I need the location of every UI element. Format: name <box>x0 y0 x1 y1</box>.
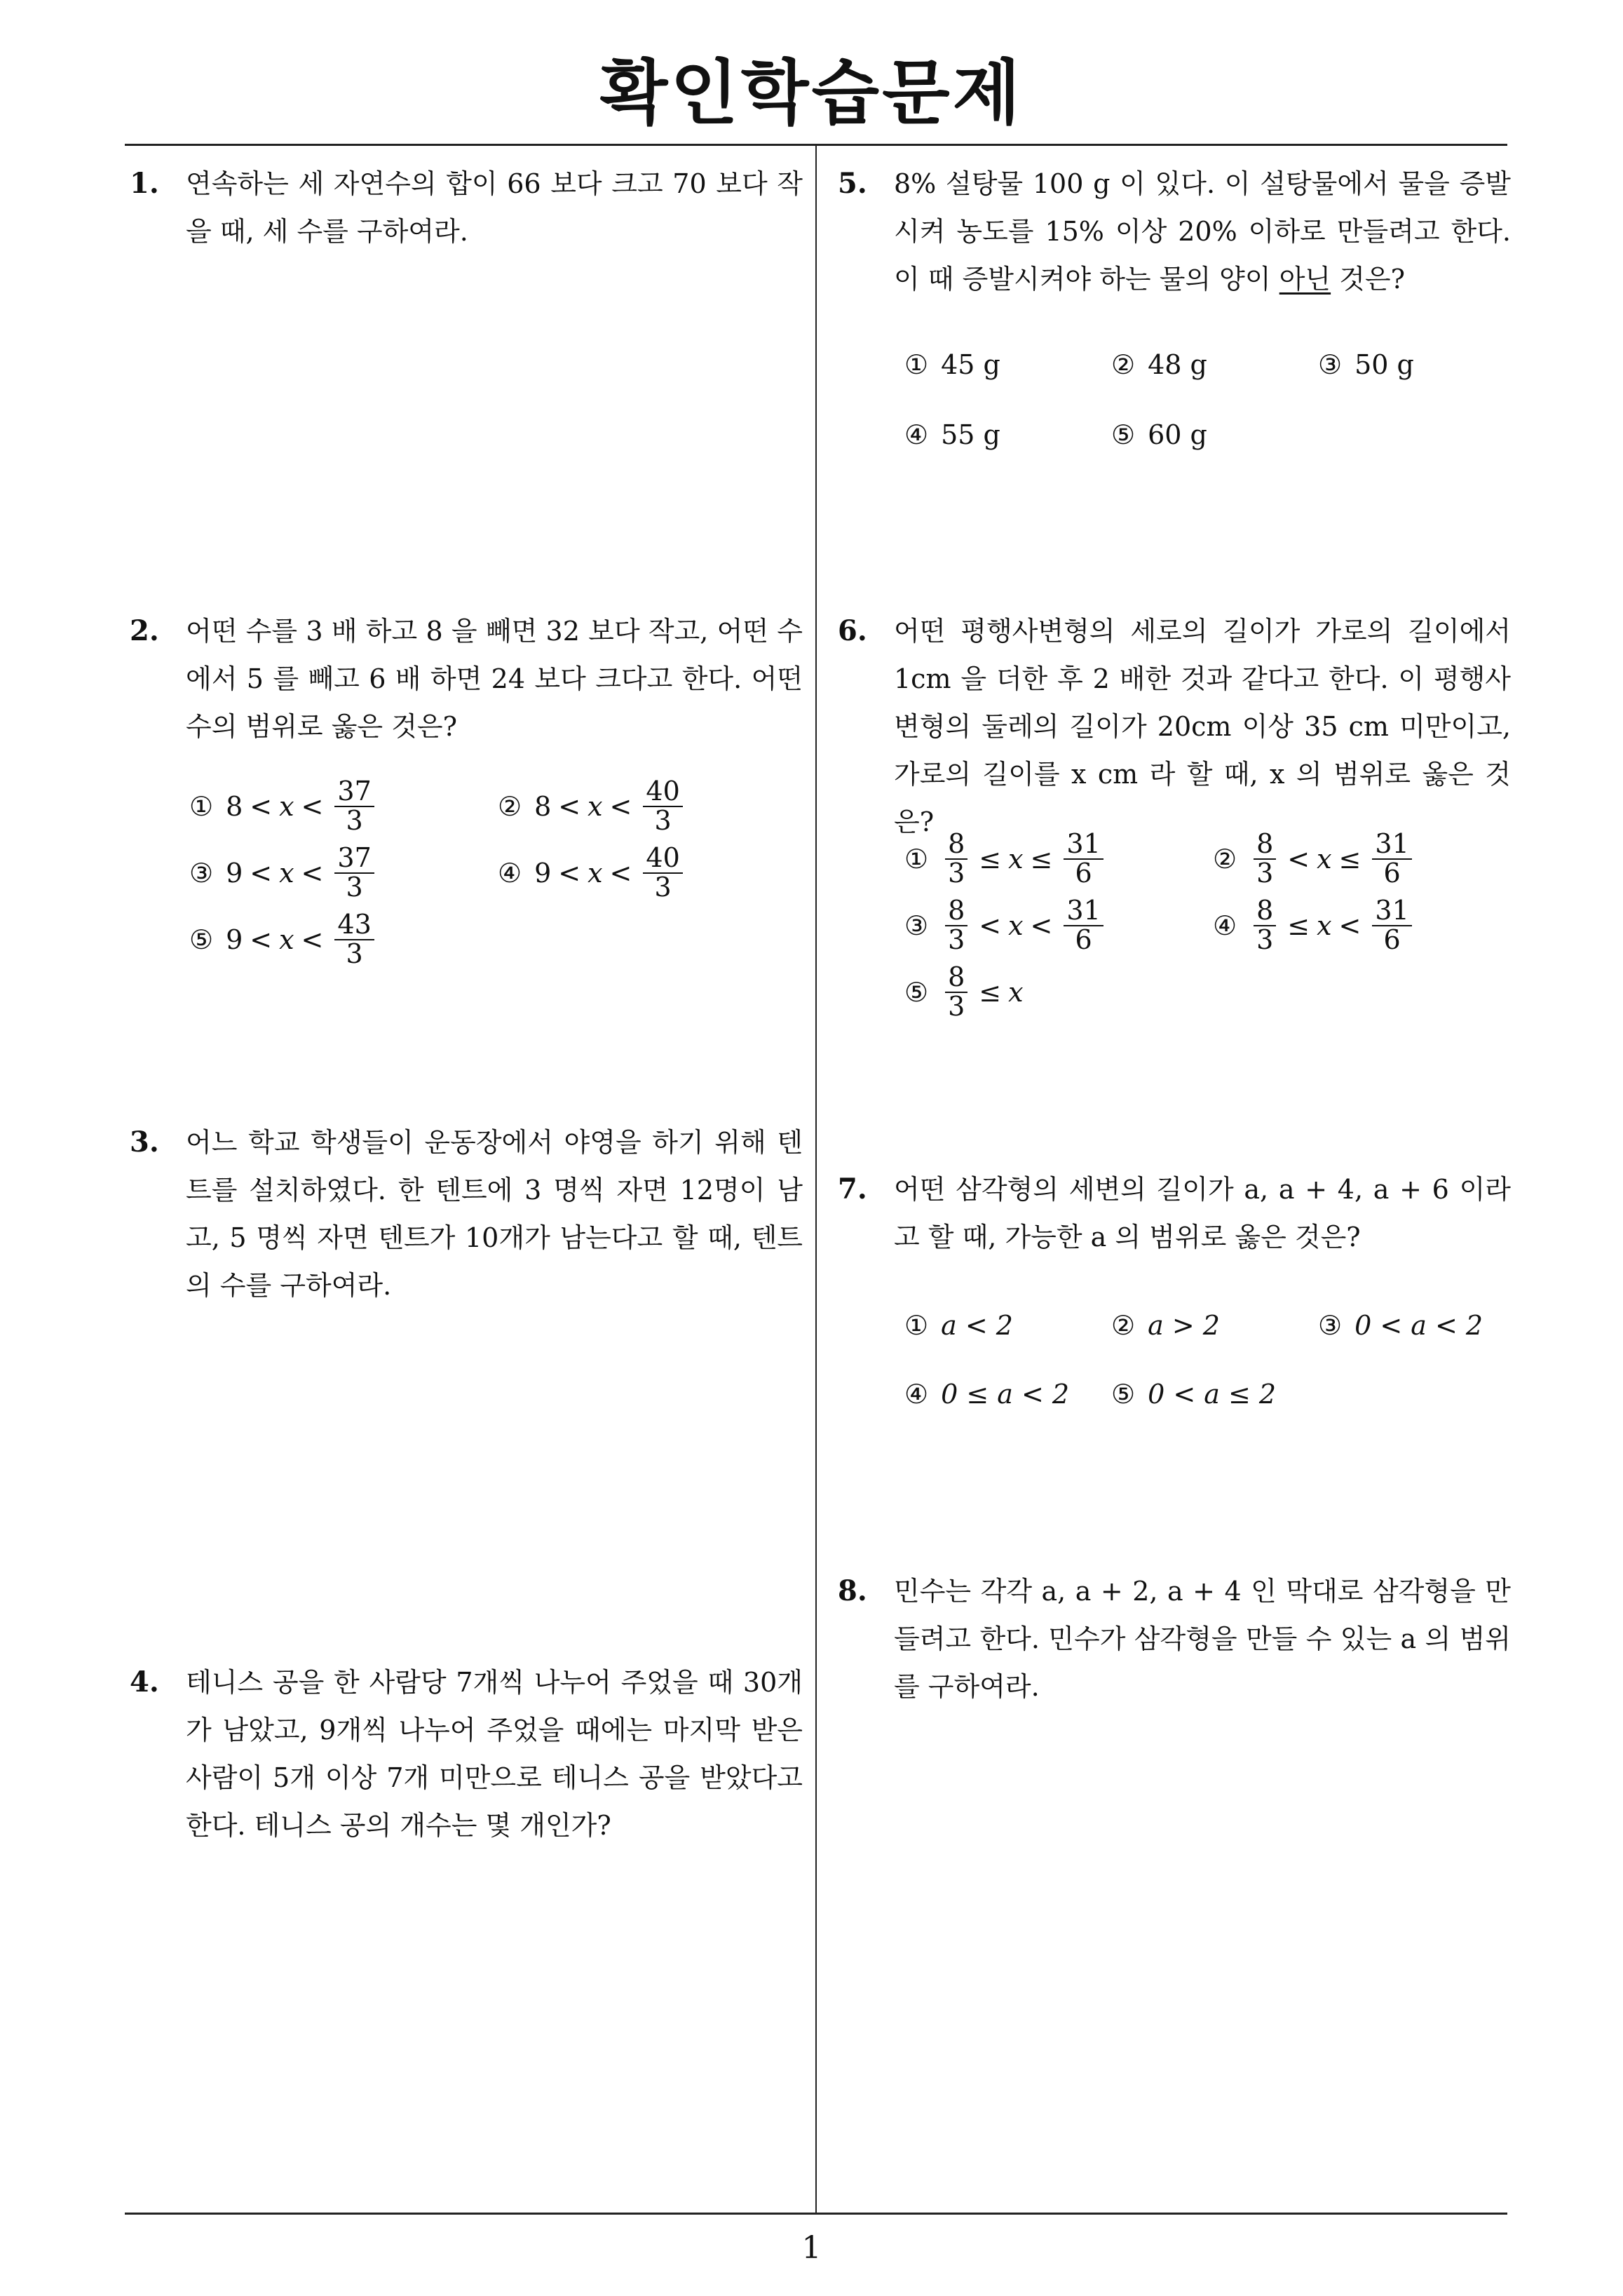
fraction: $\frac{31}{6}$ <box>1372 830 1411 888</box>
fraction: $\frac{8}{3}$ <box>945 964 967 1021</box>
fraction: $\frac{8}{3}$ <box>945 897 967 954</box>
question-number: 2. <box>130 614 159 647</box>
option-5[interactable]: ⑤ 60 g <box>1111 419 1207 450</box>
fraction: $\frac{31}{6}$ <box>1064 897 1103 954</box>
option-1[interactable]: ① 8 < x < $\frac{37}{3}$ <box>189 771 379 842</box>
question-4 <box>130 1659 803 1849</box>
option-4[interactable]: ④ 9 < x < $\frac{40}{3}$ <box>498 838 687 908</box>
question-7 <box>838 1166 1511 1261</box>
column-divider <box>815 144 817 2213</box>
question-number: 3. <box>130 1126 159 1159</box>
option-5[interactable]: ⑤ $\frac{8}{3}$ ≤ x <box>904 961 1024 1022</box>
option-1[interactable]: ① a < 2 <box>904 1310 1013 1341</box>
question-number: 6. <box>838 614 867 647</box>
fraction: $\frac{43}{3}$ <box>334 911 374 968</box>
option-2[interactable]: ② 48 g <box>1111 349 1207 380</box>
underlined-word: 아닌 <box>1279 264 1331 295</box>
question-text: 어떤 삼각형의 세변의 길이가 a, a + 4, a + 6 이라고 할 때, 가능한 a 의 범위로 옳은 것은? <box>894 1174 1511 1252</box>
question-text: 어떤 평행사변형의 세로의 길이가 가로의 길이에서 1cm 을 더한 후 2 배한 것과 같다고 한다. 이 평행사변형의 둘레의 길이가 20cm 이상 35 cm 미만이고, 가로의 길이를 x cm 라 할 때, x 의 범위로 옳은 것은? <box>894 616 1512 837</box>
fraction: $\frac{31}{6}$ <box>1372 897 1411 954</box>
option-3[interactable]: ③ $\frac{8}{3}$ < x < $\frac{31}{6}$ <box>904 891 1108 961</box>
fraction: $\frac{40}{3}$ <box>643 844 682 902</box>
question-text: 어떤 수를 3 배 하고 8 을 빼면 32 보다 작고, 어떤 수에서 5 를 빼고 6 배 하면 24 보다 크다고 한다. 어떤 수의 범위로 옳은 것은? <box>186 616 803 742</box>
fraction: $\frac{8}{3}$ <box>1254 897 1276 954</box>
question-6-options <box>904 824 1507 1041</box>
fraction: $\frac{31}{6}$ <box>1064 830 1103 888</box>
option-3[interactable]: ③ 0 < a < 2 <box>1318 1310 1483 1341</box>
option-1[interactable]: ① $\frac{8}{3}$ ≤ x ≤ $\frac{31}{6}$ <box>904 824 1108 894</box>
question-text: 테니스 공을 한 사람당 7개씩 나누어 주었을 때 30개가 남았고, 9개씩 나누어 주었을 때에는 마지막 받은 사람이 5개 이상 7개 미만으로 테니스 공을 받았다고 한다. 테니스 공의 개수는 몇 개인가? <box>186 1667 803 1841</box>
option-3[interactable]: ③ 9 < x < $\frac{37}{3}$ <box>189 838 379 908</box>
question-1 <box>130 160 803 255</box>
page-title: 확인학습문제 <box>599 52 1024 134</box>
question-text: 연속하는 세 자연수의 합이 66 보다 크고 70 보다 작을 때, 세 수를 구하여라. <box>186 168 803 247</box>
question-number: 4. <box>130 1666 159 1699</box>
question-5-options <box>904 330 1507 470</box>
question-3 <box>130 1119 803 1309</box>
fraction: $\frac{8}{3}$ <box>1254 830 1276 888</box>
option-5[interactable]: ⑤ 9 < x < $\frac{43}{3}$ <box>189 905 379 975</box>
page-number: 1 <box>801 2230 822 2266</box>
question-5 <box>838 160 1511 303</box>
option-4[interactable]: ④ 55 g <box>904 419 1000 450</box>
question-text: 8% 설탕물 100 g 이 있다. 이 설탕물에서 물을 증발시켜 농도를 15% 이상 20% 이하로 만들려고 한다. 이 때 증발시켜야 하는 물의 양이 아닌 것은? <box>894 168 1511 295</box>
option-4[interactable]: ④ $\frac{8}{3}$ ≤ x < $\frac{31}{6}$ <box>1213 891 1416 961</box>
question-text: 민수는 각각 a, a + 2, a + 4 인 막대로 삼각형을 만들려고 한다. 민수가 삼각형을 만들 수 있는 a 의 범위를 구하여라. <box>894 1576 1511 1702</box>
question-2 <box>130 607 803 750</box>
fraction: $\frac{8}{3}$ <box>945 830 967 888</box>
option-5[interactable]: ⑤ 0 < a ≤ 2 <box>1111 1379 1277 1410</box>
question-8 <box>838 1567 1511 1710</box>
question-7-options <box>904 1290 1507 1431</box>
fraction: $\frac{40}{3}$ <box>643 778 682 835</box>
option-1[interactable]: ① 45 g <box>904 349 1000 380</box>
option-2[interactable]: ② a > 2 <box>1111 1310 1220 1341</box>
bottom-rule <box>125 2213 1507 2215</box>
question-number: 1. <box>130 167 159 200</box>
fraction: $\frac{37}{3}$ <box>334 778 374 835</box>
fraction: $\frac{37}{3}$ <box>334 844 374 902</box>
option-2[interactable]: ② $\frac{8}{3}$ < x ≤ $\frac{31}{6}$ <box>1213 824 1416 894</box>
option-4[interactable]: ④ 0 ≤ a < 2 <box>904 1379 1070 1410</box>
option-2[interactable]: ② 8 < x < $\frac{40}{3}$ <box>498 771 687 842</box>
question-number: 8. <box>838 1574 867 1607</box>
question-2-options <box>189 771 806 989</box>
question-6 <box>838 607 1511 846</box>
question-text: 어느 학교 학생들이 운동장에서 야영을 하기 위해 텐트를 설치하였다. 한 텐트에 3 명씩 자면 12명이 남고, 5 명씩 자면 텐트가 10개가 남는다고 할 때, 텐트의 수를 구하여라. <box>186 1127 803 1301</box>
option-3[interactable]: ③ 50 g <box>1318 349 1414 380</box>
question-number: 5. <box>838 167 867 200</box>
question-number: 7. <box>838 1173 867 1206</box>
